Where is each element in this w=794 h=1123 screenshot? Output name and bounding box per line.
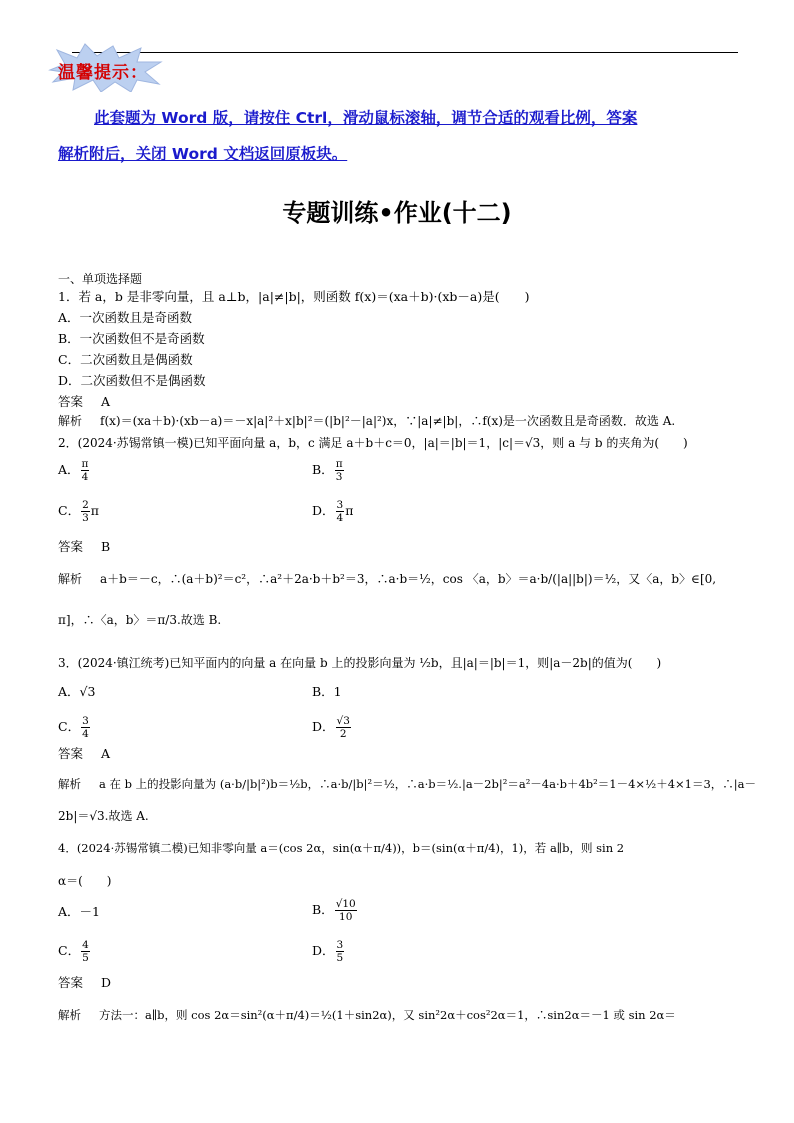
q4-option-a[interactable]: A．－1	[58, 904, 100, 919]
q4-option-b-fraction	[335, 898, 357, 923]
q2-option-c[interactable]	[58, 499, 99, 524]
denominator: 5	[336, 952, 344, 964]
q3-option-d-fraction	[336, 715, 351, 740]
q4-option-c[interactable]	[58, 939, 91, 964]
notice-text	[58, 100, 748, 172]
q2-option-a-fraction	[81, 458, 90, 483]
q2-option-d[interactable]	[312, 499, 353, 524]
q1-stem: 1．若 a，b 是非零向量，且 a⊥b，|a|≠|b|，则函数 f(x)＝(xa＋b)·(xb－a)是( )	[58, 289, 530, 304]
q4-option-d-fraction	[336, 939, 345, 964]
q4-analysis-line1	[58, 1007, 676, 1023]
denominator: 10	[339, 911, 353, 923]
numerator: 2	[82, 499, 89, 511]
q1-answer	[58, 394, 110, 410]
q2-stem: 2．(2024·苏锡常镇一模)已知平面向量 a，b，c 满足 a＋b＋c＝0，|a|＝|b|＝1，|c|＝√3，则 a 与 b 的夹角为( )	[58, 436, 688, 450]
q1-analysis-text: f(x)＝(xa＋b)·(xb－a)＝－x|a|²＋x|b|²＝(|b|²－|a|²)x，∵|a|≠|b|，∴f(x)是一次函数且是奇函数．故选 A.	[100, 414, 676, 428]
section-heading: 一、单项选择题	[58, 272, 143, 286]
q2-answer-value: B	[101, 539, 111, 554]
notice-badge-label: 温馨提示：	[58, 63, 148, 83]
q3-option-b[interactable]: B．1	[312, 684, 342, 699]
answer-label: 答案	[58, 975, 84, 990]
q2-option-d-fraction	[336, 499, 345, 524]
pi-symbol: π	[90, 503, 99, 518]
analysis-label: 解析	[58, 414, 83, 428]
q2-option-b-fraction	[335, 458, 344, 483]
numerator: π	[335, 458, 343, 470]
q3-answer-value: A	[101, 746, 111, 761]
numerator: √10	[335, 898, 356, 910]
denominator: 5	[82, 952, 89, 964]
q4-stem-line2: α＝( )	[58, 874, 112, 888]
answer-label: 答案	[58, 746, 84, 761]
numerator: 3	[336, 499, 344, 511]
q2-analysis-line1	[58, 571, 716, 587]
notice-line2: 解析附后，关闭 Word 文档返回原板块。	[58, 145, 348, 163]
analysis-label: 解析	[58, 572, 83, 586]
q4-option-c-label: C．	[58, 943, 81, 958]
q2-analysis-text-1: a＋b＝－c，∴(a＋b)²＝c²，∴a²＋2a·b＋b²＝3，∴a·b＝½，cos 〈a，b〉＝a·b/(|a||b|)＝½，又〈a，b〉∈[0,	[100, 572, 717, 586]
q3-analysis-text-1: a 在 b 上的投影向量为 (a·b/|b|²)b＝½b，∴a·b/|b|²＝½，∴a·b＝½.|a－2b|²＝a²－4a·b＋4b²＝1－4×½＋4×1＝3，∴|a－	[99, 777, 757, 791]
notice-line1: 此套题为 Word 版，请按住 Ctrl，滑动鼠标滚轴，调节合适的观看比例，答案	[94, 109, 638, 127]
header-rule	[72, 52, 738, 53]
q4-option-b[interactable]	[312, 898, 358, 923]
q3-stem: 3．(2024·镇江统考)已知平面内的向量 a 在向量 b 上的投影向量为 ½b，且|a|＝|b|＝1，则|a－2b|的值为( )	[58, 656, 662, 670]
answer-label: 答案	[58, 394, 84, 409]
q3-option-a[interactable]: A．√3	[58, 684, 96, 699]
q3-analysis-line2: 2b|＝√3.故选 A.	[58, 809, 149, 823]
denominator: 2	[339, 728, 347, 740]
q3-option-c-label: C．	[58, 719, 81, 734]
q3-analysis-line1	[58, 776, 756, 792]
denominator: 4	[81, 471, 89, 483]
q4-analysis-text-1: 方法一：a∥b，则 cos 2α＝sin²(α＋π/4)＝½(1＋sin2α)，又 sin²2α＋cos²2α＝1，∴sin2α＝－1 或 sin 2α＝	[99, 1008, 676, 1022]
q2-option-b-label: B．	[312, 462, 334, 477]
q3-answer	[58, 746, 110, 762]
q3-option-d[interactable]	[312, 715, 352, 740]
pi-symbol: π	[345, 503, 354, 518]
q2-option-a[interactable]	[58, 458, 90, 483]
q1-answer-value: A	[101, 394, 111, 409]
q4-option-c-fraction	[81, 939, 90, 964]
q3-option-c[interactable]	[58, 715, 91, 740]
denominator: 3	[82, 512, 89, 524]
numerator: π	[81, 458, 89, 470]
q4-stem-line1: 4．(2024·苏锡常镇二模)已知非零向量 a＝(cos 2α，sin(α＋π/4))，b＝(sin(α＋π/4)，1)，若 a∥b，则 sin 2	[58, 841, 625, 855]
numerator: 3	[336, 939, 344, 951]
q2-answer	[58, 539, 110, 555]
q4-answer	[58, 975, 111, 991]
q2-option-b[interactable]	[312, 458, 345, 483]
q1-option-c[interactable]: C．二次函数且是偶函数	[58, 352, 193, 367]
analysis-label: 解析	[58, 777, 81, 791]
denominator: 4	[336, 512, 344, 524]
q4-answer-value: D	[101, 975, 112, 990]
q1-option-a[interactable]: A．一次函数且是奇函数	[58, 310, 193, 325]
q4-option-b-label: B．	[312, 902, 334, 917]
q4-option-d[interactable]	[312, 939, 345, 964]
q1-option-d[interactable]: D．二次函数但不是偶函数	[58, 373, 206, 388]
denominator: 3	[335, 471, 343, 483]
q1-option-b[interactable]: B．一次函数但不是奇函数	[58, 331, 205, 346]
q2-option-d-label: D．	[312, 503, 335, 518]
q4-option-d-label: D．	[312, 943, 335, 958]
q2-option-c-fraction	[81, 499, 90, 524]
analysis-label: 解析	[58, 1008, 81, 1022]
denominator: 4	[82, 728, 89, 740]
page-title: 专题训练•作业(十二)	[282, 199, 512, 227]
q3-option-d-label: D．	[312, 719, 335, 734]
numerator: 3	[82, 715, 89, 727]
q3-option-c-fraction	[81, 715, 90, 740]
q1-analysis	[58, 413, 675, 429]
answer-label: 答案	[58, 539, 84, 554]
numerator: √3	[336, 715, 350, 727]
q2-analysis-line2: π]，∴〈a，b〉＝π/3.故选 B.	[58, 613, 222, 627]
q2-option-a-label: A．	[58, 462, 80, 477]
numerator: 4	[82, 939, 89, 951]
q2-option-c-label: C．	[58, 503, 81, 518]
